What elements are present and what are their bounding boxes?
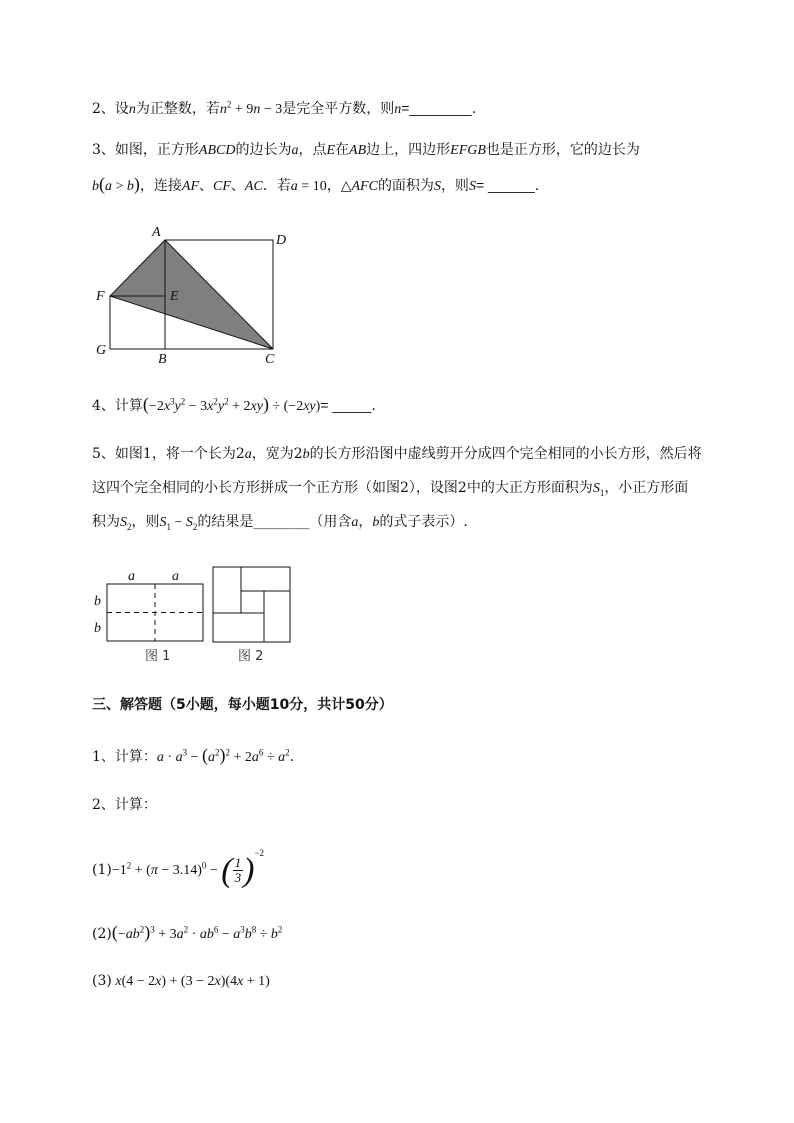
label-c: C xyxy=(265,352,275,367)
question-number: 5、 xyxy=(92,446,115,462)
math-expression: $(-ab^2)^3 + 3a^2 \cdot ab^6 - a^3b^8 \div b^2$ xyxy=(111,922,283,942)
label-a: A xyxy=(152,225,161,240)
label-a-left: a xyxy=(128,569,135,584)
question-4: 4、计算$(-2x^3y^2 - 3x^2y^2 + 2xy) \div (-2xy)=$ _____. xyxy=(92,394,376,414)
question-number: 4、 xyxy=(92,398,115,414)
question-5-line-2: 这四个完全相同的小长方形拼成一个正方形（如图2），设图2中的大正方形面积为$S_1$，小正方形面 xyxy=(92,480,689,498)
label-a-right: a xyxy=(172,569,179,584)
question-2: 2、设n为正整数，若$n^2 + 9n - 3$是完全平方数，则n=________. xyxy=(92,99,477,117)
question-3-line-2: b(a > b)，连接AF、CF、AC．若a = 10，△AFC的面积为S，则S= ______. xyxy=(92,174,540,194)
label-e: E xyxy=(170,289,179,304)
math-expression: $a \cdot a^3 - (a^2)^2 + 2a^6 \div a^2$ xyxy=(156,745,290,765)
label-g: G xyxy=(96,343,107,358)
answer-blank: = _____ xyxy=(320,397,372,413)
label-d: D xyxy=(276,233,287,248)
figure-2-caption: 图 2 xyxy=(238,649,264,664)
question-number: 3、 xyxy=(92,142,115,158)
label-f: F xyxy=(96,289,105,304)
solve-2-part-1: $(1)-1^2 + (\pi - 3.14)^0$ − ( $\frac{1}{3}$ )$^{-2}$ xyxy=(92,848,265,889)
solve-question-2: 2、计算： xyxy=(92,797,157,813)
label-b-bottom: b xyxy=(94,621,101,636)
math-expression: $-1^2 + (\pi - 3.14)^0$ − ( $\frac{1}{3}$ )$^{-2}$ xyxy=(111,848,265,889)
label-b: B xyxy=(158,352,167,367)
math-expression: x(4 − 2x) + (3 − 2x)(4x + 1) xyxy=(111,974,270,989)
question-5-line-3: 积为$S_2$，则$S_1 - S_2$的结果是________（用含a，b的式子表示）. xyxy=(92,514,468,532)
solve-2-part-2: $(2)(-ab^2)^3 + 3a^2 \cdot ab^6 - a^3b^8 \div b^2$ xyxy=(92,922,283,942)
question-number: 2、 xyxy=(92,797,115,813)
question-number: 2、 xyxy=(92,101,115,117)
rectangle-figures xyxy=(88,562,298,668)
question-number: 1、 xyxy=(92,749,115,765)
solve-question-1: 1、计算：$a \cdot a^3 - (a^2)^2 + 2a^6 \div a^2$. xyxy=(92,745,295,765)
question-5-line-1: 5、如图1，将一个长为2a，宽为2b的长方形沿图中虚线剪开分成四个完全相同的小长方形，然后将 xyxy=(92,446,702,462)
answer-blank: = ______ xyxy=(475,177,535,193)
math-expression: b(a > b) xyxy=(92,174,140,194)
math-expression: $n^2 + 9n - 3$ xyxy=(219,99,283,117)
shaded-triangle-afc xyxy=(110,240,273,349)
answer-blank: =________ xyxy=(401,100,472,116)
math-expression: $(-2x^3y^2 - 3x^2y^2 + 2xy) \div (-2xy)$ xyxy=(142,394,321,414)
solve-2-part-3: (3) x(4 − 2x) + (3 − 2x)(4x + 1) xyxy=(92,973,270,989)
figure-2-outer-square xyxy=(213,567,290,642)
section-title: 三、解答题（5小题，每小题10分，共计50分） xyxy=(92,697,393,713)
question-3-line-1: 3、如图，正方形ABCD的边长为a，点E在AB边上，四边形EFGB也是正方形，它的边长为 xyxy=(92,142,640,158)
figure-1-caption: 图 1 xyxy=(145,649,171,664)
square-figure xyxy=(88,222,298,372)
label-b-top: b xyxy=(94,594,101,609)
